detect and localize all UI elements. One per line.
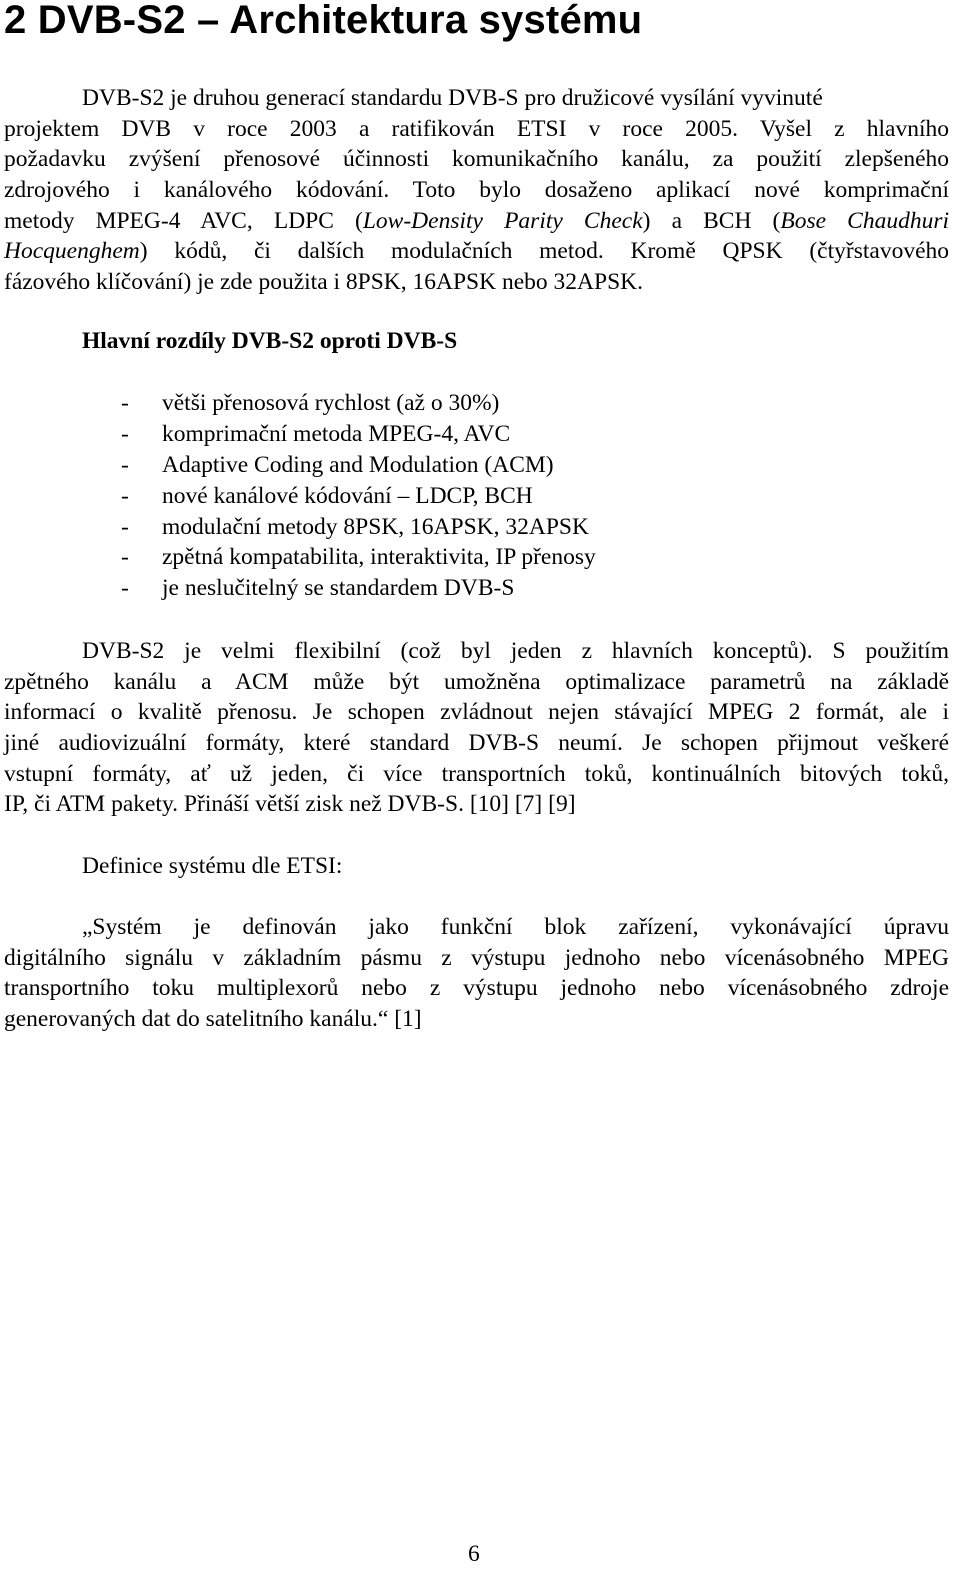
page-number: 6 — [468, 1541, 480, 1567]
list-dash: - — [121, 482, 129, 509]
text-line: fázového klíčování) je zde použita i 8PSK, 16APSK nebo 32APSK. — [4, 269, 643, 296]
chapter-title: 2 DVB-S2 – Architektura systému — [4, 0, 643, 42]
list-item-text: větši přenosová rychlost (až o 30%) — [162, 390, 500, 416]
text-line: projektem DVB v roce 2003 a ratifikován ETSI v roce 2005. Vyšel z hlavního — [4, 115, 949, 142]
text-line: zpětného kanálu a ACM může být umožněna optimalizace parametrů na základě — [4, 668, 949, 695]
intro-paragraph — [4, 83, 949, 298]
section-heading: Hlavní rozdíly DVB-S2 oproti DVB-S — [82, 328, 458, 354]
text-line-mixed — [4, 206, 949, 237]
text-line: digitálního signálu v základním pásmu z výstupu jednoho nebo vícenásobného MPEG — [4, 944, 949, 971]
text-line: DVB-S2 je druhou generací standardu DVB-S pro družicové vysílání vyvinuté — [82, 85, 823, 111]
list-item-text: zpětná kompatabilita, interaktivita, IP přenosy — [162, 544, 596, 571]
list-dash: - — [121, 420, 129, 447]
list-dash: - — [121, 513, 129, 540]
text-run: ) a BCH ( — [642, 207, 781, 234]
flexibility-paragraph — [4, 636, 949, 820]
text-line: „Systém je definován jako funkční blok zařízení, vykonávající úpravu — [82, 914, 949, 940]
definition-quote — [4, 912, 949, 1035]
italic-term: Bose Chaudhuri — [780, 207, 950, 234]
text-line: informací o kvalitě přenosu. Je schopen zvládnout nejen stávající MPEG 2 formát, ale i — [4, 699, 949, 726]
text-line-mixed — [4, 236, 949, 267]
text-line: transportního toku multiplexorů nebo z výstupu jednoho nebo vícenásobného zdroje — [4, 975, 949, 1002]
list-item-text: komprimační metoda MPEG-4, AVC — [162, 420, 511, 447]
list-dash: - — [121, 575, 129, 602]
text-line: zdrojového i kanálového kódování. Toto bylo dosaženo aplikací nové komprimační — [4, 177, 949, 204]
italic-term: Low-Density Parity Check — [362, 207, 643, 234]
definition-heading: Definice systému dle ETSI: — [82, 853, 343, 879]
text-line: generovaných dat do satelitního kanálu.“ [1] — [4, 1006, 422, 1033]
text-line: jiné audiovizuální formáty, které standard DVB-S neumí. Je schopen přijmout veškeré — [4, 730, 949, 757]
list-item-text: nové kanálové kódování – LDCP, BCH — [162, 482, 533, 509]
list-item-text: je neslučitelný se standardem DVB-S — [162, 575, 515, 602]
text-line: požadavku zvýšení přenosové účinnosti komunikačního kanálu, za použití zlepšeného — [4, 146, 949, 173]
text-line: vstupní formáty, ať už jeden, či více transportních toků, kontinuálních bitových toků, — [4, 760, 949, 787]
list-item-text: Adaptive Coding and Modulation (ACM) — [162, 451, 554, 478]
list-item-text: modulační metody 8PSK, 16APSK, 32APSK — [162, 513, 589, 540]
text-run: metody MPEG-4 AVC, LDPC ( — [4, 207, 363, 234]
text-line: IP, či ATM pakety. Přináší větší zisk než DVB-S. [10] [7] [9] — [4, 791, 576, 818]
text-run: ) kódů, či dalších modulačních metod. Kromě QPSK (čtyřstavového — [139, 238, 949, 265]
list-dash: - — [121, 451, 129, 478]
italic-term: Hocquenghem — [4, 238, 140, 265]
list-dash: - — [121, 544, 129, 571]
list-dash: - — [121, 390, 129, 416]
text-line: DVB-S2 je velmi flexibilní (což byl jeden z hlavních konceptů). S použitím — [82, 638, 949, 664]
